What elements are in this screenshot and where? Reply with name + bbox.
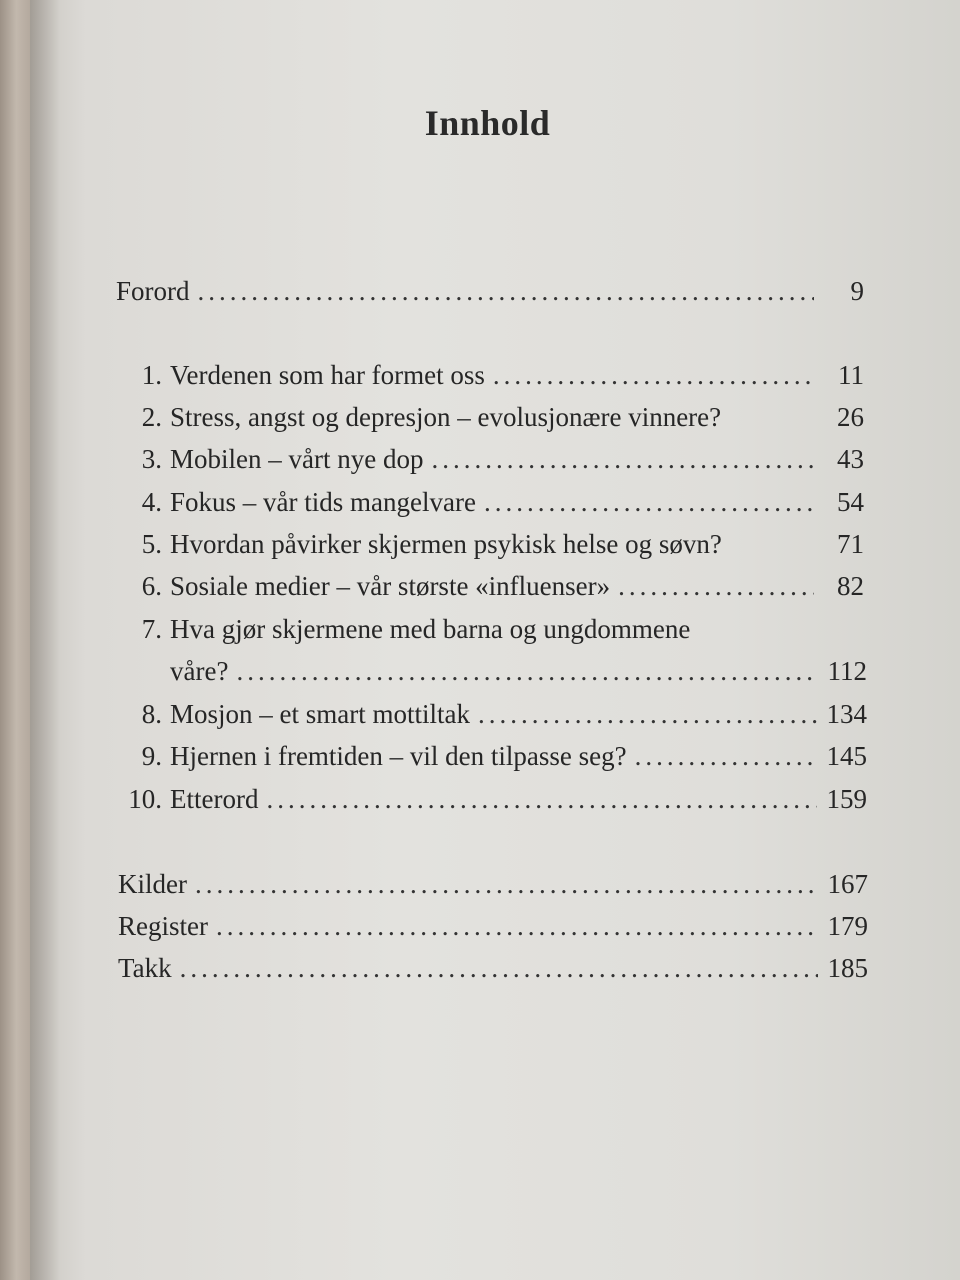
toc-page-number: 167	[827, 869, 868, 899]
toc-entry-chapter-7-line-1	[110, 614, 864, 645]
toc-entry-kilder	[118, 869, 868, 900]
leader-dots	[618, 571, 814, 602]
toc-entry-label: Register	[118, 911, 208, 941]
toc-page-number: 112	[827, 656, 867, 686]
toc-entry-chapter-2	[110, 402, 864, 433]
chapter-number: 2.	[141, 402, 162, 432]
toc-page-number: 159	[826, 784, 867, 814]
leader-dots	[266, 784, 816, 815]
chapter-number: 6.	[141, 571, 162, 601]
toc-entry-label: Takk	[118, 953, 172, 983]
toc-entry-label: Etterord	[170, 784, 259, 814]
chapter-number: 9.	[141, 741, 162, 771]
toc-entry-label: våre?	[170, 656, 229, 686]
toc-page-number: 26	[837, 402, 864, 432]
toc-entry-label: Hva gjør skjermene med barna og ungdommene	[170, 614, 691, 644]
chapter-number: 8.	[141, 699, 162, 729]
toc-page-number: 71	[837, 529, 864, 559]
toc-entry-chapter-3	[110, 444, 864, 475]
toc-entry-label: Forord	[116, 276, 190, 306]
toc-entry-chapter-9	[110, 741, 867, 772]
toc-page-number: 185	[827, 953, 868, 983]
toc-entry-label: Kilder	[118, 869, 187, 899]
toc-entry-chapter-5	[110, 529, 864, 560]
leader-dots	[431, 444, 814, 475]
toc-page-number: 54	[837, 487, 864, 517]
toc-page-number: 43	[837, 444, 864, 474]
toc-page-number: 145	[826, 741, 867, 771]
toc-entry-label: Fokus – vår tids mangelvare	[170, 487, 476, 517]
leader-dots	[478, 699, 817, 730]
toc-entry-chapter-4	[110, 487, 864, 518]
chapter-number: 3.	[141, 444, 162, 474]
toc-entry-label: Hjernen i fremtiden – vil den tilpasse seg?	[170, 741, 627, 771]
toc-entry-takk	[118, 953, 868, 984]
toc-entry-register	[118, 911, 868, 942]
leader-dots	[484, 487, 814, 518]
toc-entry-chapter-8	[110, 699, 867, 730]
leader-dots	[180, 953, 818, 984]
toc-entry-chapter-10	[110, 784, 867, 815]
page-title: Innhold	[424, 103, 551, 143]
toc-entry-label: Mobilen – vårt nye dop	[170, 444, 424, 474]
leader-dots	[195, 869, 818, 900]
toc-page-number: 11	[838, 360, 864, 390]
leader-dots	[198, 276, 815, 307]
chapter-number: 4.	[141, 487, 162, 517]
toc-page-number: 179	[827, 911, 868, 941]
chapter-number: 7.	[141, 614, 162, 644]
toc-entry-chapter-6	[110, 571, 864, 602]
toc-entry-label: Sosiale medier – vår største «influenser»	[170, 571, 611, 601]
chapter-number: 10.	[128, 784, 162, 814]
chapter-number: 1.	[141, 360, 162, 390]
toc-entry-chapter-1	[110, 360, 864, 391]
toc-entry-chapter-7-line-2	[110, 656, 867, 687]
chapter-number: 5.	[141, 529, 162, 559]
toc-entry-label: Mosjon – et smart mottiltak	[170, 699, 470, 729]
toc-page-number: 82	[837, 571, 864, 601]
leader-dots	[216, 911, 818, 942]
toc-entry-label: Verdenen som har formet oss	[170, 360, 485, 390]
toc-entry-label: Hvordan påvirker skjermen psykisk helse og søvn?	[170, 529, 722, 559]
toc-page-number: 9	[850, 276, 864, 306]
toc-entry-label: Stress, angst og depresjon – evolusjonære vinnere?	[170, 402, 722, 432]
leader-dots	[236, 656, 817, 687]
toc-entry-forord	[116, 276, 864, 307]
leader-dots	[635, 741, 817, 772]
toc-page-number: 134	[826, 699, 867, 729]
leader-dots	[493, 360, 814, 391]
